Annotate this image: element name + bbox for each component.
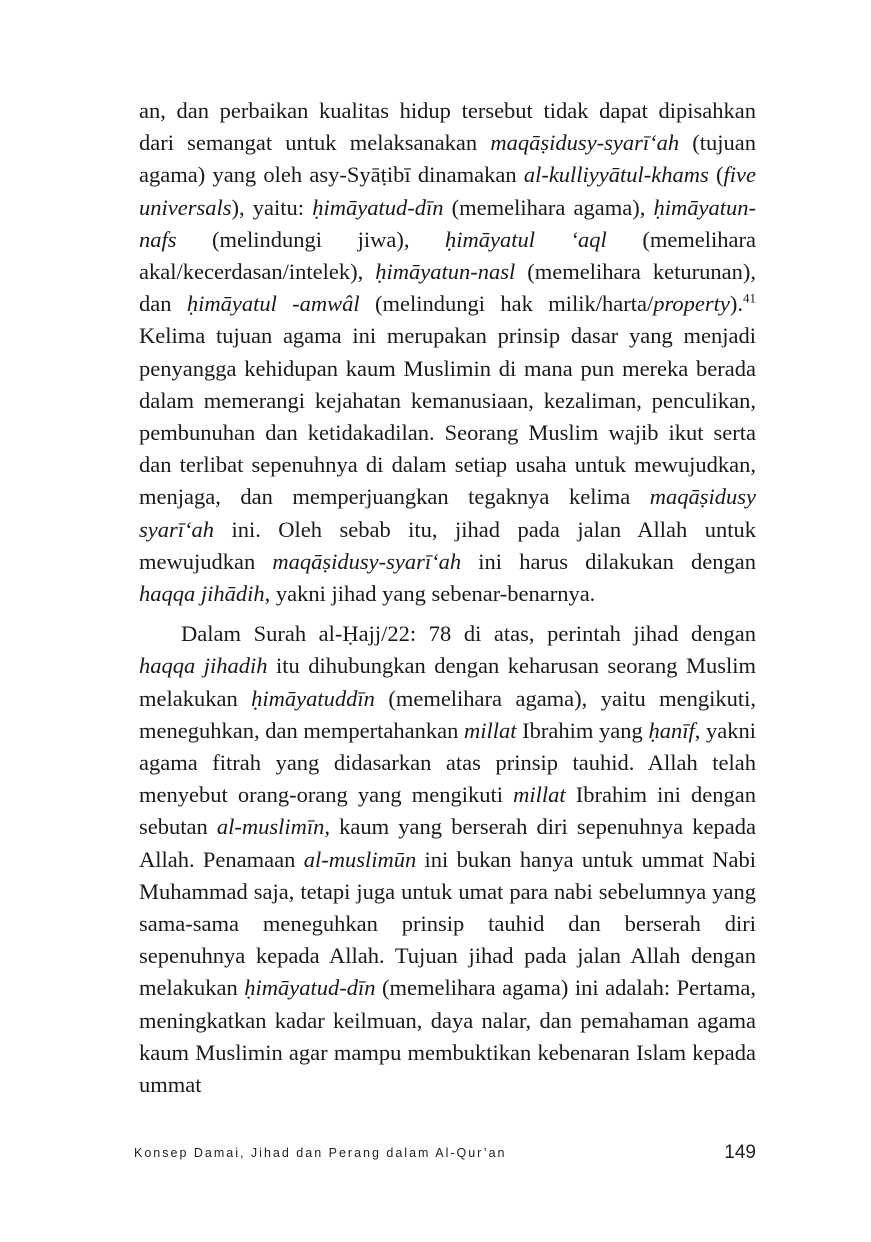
text-run: , kaum yang berserah diri sepenuhnya kepada Allah. Penamaan	[139, 814, 756, 872]
text-run: , yakni jihad yang sebenar-benarnya.	[264, 581, 596, 607]
footnote-marker: 41	[742, 290, 756, 306]
italic-term: al-muslimūn	[303, 846, 417, 872]
text-run: ini harus dilakukan dengan	[461, 548, 757, 574]
text-run: (memelihara agama),	[443, 194, 654, 220]
text-run: Kelima tujuan agama ini merupakan prinsip dasar yang menjadi penyangga kehidupan kaum Muslimin di mana pun mereka berada dalam memerangi kejahatan kemanusiaan, kezaliman, penculikan, pembunuhan dan ketidakadilan. Seorang Muslim wajib ikut serta dan terlibat sepenuhnya di dalam setiap usaha untuk mewujudkan, menjaga, dan memperjuangkan tegaknya kelima	[139, 323, 756, 510]
italic-term: ḥimāyatuddīn	[251, 685, 375, 711]
text-run: ).	[729, 291, 743, 317]
italic-term: property	[653, 291, 730, 317]
italic-term: ḥimāyatul -amwâl	[186, 291, 360, 317]
text-run: Ibrahim ini dengan sebutan	[139, 782, 756, 840]
text-run: (tujuan agama) yang oleh asy-Syāṭibī dinamakan	[139, 130, 756, 188]
italic-term: ḥanīf	[648, 717, 695, 743]
text-run: (memelihara akal/kecerdasan/intelek),	[139, 226, 757, 285]
running-footer-title: Konsep Damai, Jihad dan Perang dalam Al-Qur’an	[134, 1146, 507, 1160]
text-run: itu dihubungkan dengan keharusan seorang Muslim melakukan	[139, 653, 756, 711]
text-run: ini. Oleh sebab itu, jihad pada jalan Allah untuk mewujudkan	[139, 516, 756, 574]
italic-term: millat	[463, 717, 517, 743]
italic-term: millat	[513, 782, 566, 808]
text-run: (	[708, 162, 724, 188]
page-number: 149	[724, 1142, 756, 1163]
italic-term: al-kulliyyātul-khams	[523, 162, 709, 188]
italic-term: maqāṣidusy-syarī‘ah	[272, 548, 462, 574]
text-run: (memelihara keturunan), dan	[139, 259, 756, 317]
text-run: Dalam Surah al-Ḥajj/22: 78 di atas, perintah jihad dengan	[181, 621, 756, 647]
body-text	[139, 95, 756, 1101]
text-run: (memelihara agama) ini adalah: Pertama, meningkatkan kadar keilmuan, daya nalar, dan pemahaman agama kaum Muslimin agar mampu membuktikan kebenaran Islam kepada ummat	[139, 975, 756, 1098]
paragraph-2	[139, 618, 756, 1101]
text-run: ), yaitu:	[231, 194, 313, 220]
italic-term: ḥimāyatud-dīn	[244, 975, 376, 1001]
text-run: (melindungi hak milik/harta/	[359, 291, 654, 317]
text-run: ini bukan hanya untuk ummat Nabi Muhammad saja, tetapi juga untuk umat para nabi sebelumnya yang sama-sama meneguhkan prinsip tauhid dan berserah diri sepenuhnya kepada Allah. Tujuan jihad pada jalan Allah dengan melakukan	[139, 846, 756, 1001]
italic-term: five universals	[139, 162, 756, 220]
text-run: Ibrahim yang	[516, 717, 649, 743]
text-run: , yakni agama fitrah yang didasarkan atas prinsip tauhid. Allah telah menyebut orang-orang yang mengikuti	[139, 717, 756, 808]
italic-term: ḥimāyatun-nasl	[375, 259, 516, 285]
text-run: (melindungi jiwa),	[176, 226, 445, 252]
italic-term: ḥimāyatun-nafs	[139, 194, 757, 252]
text-run: (memelihara agama), yaitu mengikuti, meneguhkan, dan mempertahankan	[139, 685, 757, 743]
italic-term: al-muslimīn	[216, 814, 325, 840]
italic-term: ḥimāyatul ‘aql	[445, 226, 607, 252]
italic-term: haqqa jihadih	[139, 653, 268, 679]
page-footer	[134, 1142, 756, 1172]
italic-term: ḥimāyatud-dīn	[312, 194, 444, 220]
italic-term: haqqa jihādih	[139, 581, 265, 607]
italic-term: maqāṣidusy-syarī‘ah	[490, 130, 680, 156]
paragraph-1	[139, 95, 756, 610]
text-run: an, dan perbaikan kualitas hidup tersebut tidak dapat dipisahkan dari semangat untuk melaksanakan	[139, 98, 756, 156]
italic-term: maqāṣidusy syarī‘ah	[139, 484, 756, 542]
